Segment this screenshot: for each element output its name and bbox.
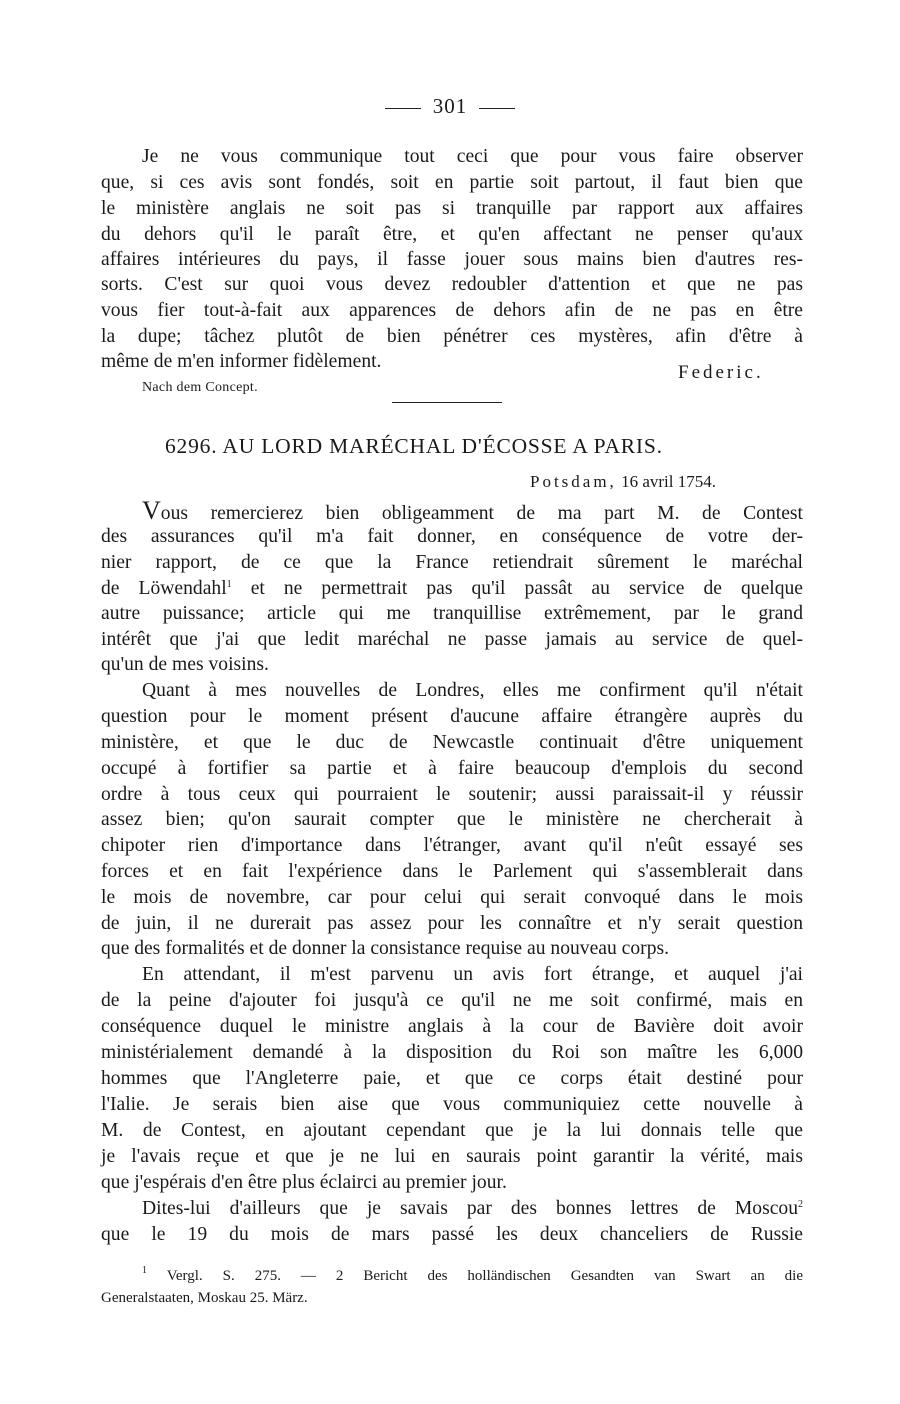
text-line: intérêt que j'ai que ledit maréchal ne passe jamais au service de quel- bbox=[101, 629, 803, 650]
source-note: Nach dem Concept. bbox=[142, 380, 258, 395]
text-line: que, si ces avis sont fondés, soit en partie soit partout, il faut bien que bbox=[101, 172, 803, 193]
text-line: assez bien; qu'on saurait compter que le ministère ne chercherait à bbox=[101, 809, 803, 830]
text-line: je l'avais reçue et que je ne lui en saurais point garantir la vérité, mais bbox=[101, 1146, 803, 1167]
text-line: En attendant, il m'est parvenu un avis fort étrange, et auquel j'ai bbox=[142, 964, 803, 985]
section-rule bbox=[392, 402, 502, 403]
text-line: ministère, et que le duc de Newcastle continuait d'être uniquement bbox=[101, 732, 803, 753]
text-line: ordre à tous ceux qui pourraient le soutenir; aussi paraissait-il y réussir bbox=[101, 784, 803, 805]
text-line: que j'espérais d'en être plus éclairci au premier jour. bbox=[101, 1172, 507, 1193]
footnote-line bbox=[142, 1266, 803, 1286]
footnote-marker-2: 2 bbox=[798, 1199, 803, 1210]
text-line: hommes que l'Angleterre paie, et que ce corps était destiné pour bbox=[101, 1068, 803, 1089]
running-head bbox=[0, 94, 900, 119]
header-dash-left bbox=[385, 108, 421, 109]
footnote-number-1: 1 bbox=[142, 1265, 147, 1276]
text-line: qu'un de mes voisins. bbox=[101, 654, 269, 675]
text-span: Dites-lui d'ailleurs que je savais par des bonnes lettres de Moscou bbox=[142, 1198, 798, 1219]
text-line: que des formalités et de donner la consistance requise au nouveau corps. bbox=[101, 938, 670, 959]
text-line-with-footnote bbox=[101, 576, 803, 602]
text-line: du dehors qu'il le paraît être, et qu'en affectant ne penser qu'aux bbox=[101, 224, 803, 245]
page-number: 301 bbox=[432, 94, 468, 118]
dateline bbox=[530, 472, 716, 492]
footnote-line: Generalstaaten, Moskau 25. März. bbox=[101, 1290, 308, 1306]
text-line-first bbox=[142, 498, 803, 524]
text-line: le mois de novembre, car pour celui qui serait convoqué dans le mois bbox=[101, 887, 803, 908]
text-line: la dupe; tâchez plutôt de bien pénétrer ces mystères, afin d'être à bbox=[101, 326, 803, 347]
initial-letter: V bbox=[142, 496, 161, 525]
signature: Federic. bbox=[678, 362, 764, 383]
text-line: Quant à mes nouvelles de Londres, elles me confirment qu'il n'était bbox=[142, 680, 803, 701]
footnote-text: Vergl. S. 275. — 2 Bericht des holländischen Gesandten van Swart an die bbox=[166, 1268, 804, 1284]
letter-title: 6296. AU LORD MARÉCHAL D'ÉCOSSE A PARIS. bbox=[165, 434, 663, 458]
text-line: de la peine d'ajouter foi jusqu'à ce qu'il ne me soit confirmé, mais en bbox=[101, 990, 803, 1011]
text-line: même de m'en informer fidèlement. bbox=[101, 351, 382, 372]
text-line: affaires intérieures du pays, il fasse jouer sous mains bien d'autres res- bbox=[101, 249, 803, 270]
text-line: vous fier tout-à-fait aux apparences de dehors afin de ne pas en être bbox=[101, 300, 803, 321]
text-line: que le 19 du mois de mars passé les deux chanceliers de Russie bbox=[101, 1224, 803, 1245]
text-line: M. de Contest, en ajoutant cependant que je la lui donnais telle que bbox=[101, 1120, 803, 1141]
dateline-date: 16 avril 1754. bbox=[621, 472, 716, 491]
text-line: de juin, il ne durerait pas assez pour les connaître et n'y serait question bbox=[101, 913, 803, 934]
dateline-place: Potsdam, bbox=[530, 472, 617, 491]
text-span: et ne permettrait pas qu'il passât au service de quelque bbox=[231, 578, 803, 599]
text-line: occupé à fortifier sa partie et à faire beaucoup d'emplois du second bbox=[101, 758, 803, 779]
text-line: sorts. C'est sur quoi vous devez redoubler d'attention et que ne pas bbox=[101, 274, 803, 295]
text-line: des assurances qu'il m'a fait donner, en conséquence de votre der- bbox=[101, 526, 803, 547]
text-line: ministérialement demandé à la disposition du Roi son maître les 6,000 bbox=[101, 1042, 803, 1063]
footnote-marker-1: 1 bbox=[226, 579, 232, 590]
header-dash-right bbox=[479, 108, 515, 109]
text-line: forces et en fait l'expérience dans le Parlement qui s'assemblerait dans bbox=[101, 861, 803, 882]
text-line: question pour le moment présent d'aucune affaire étrangère auprès du bbox=[101, 706, 803, 727]
text-line: nier rapport, de ce que la France retiendrait sûrement le maréchal bbox=[101, 552, 803, 573]
text-line: Je ne vous communique tout ceci que pour vous faire observer bbox=[142, 146, 803, 167]
text-line: autre puissance; article qui me tranquillise extrêmement, par le grand bbox=[101, 603, 803, 624]
text-span: de Löwendahl bbox=[101, 578, 227, 599]
text-line: l'Ialie. Je serais bien aise que vous communiquiez cette nouvelle à bbox=[101, 1094, 803, 1115]
text-span: ous remercierez bien obligeamment de ma part M. de Contest bbox=[160, 503, 803, 524]
text-line: chipoter rien d'importance dans l'étranger, avant qu'il n'eût essayé ses bbox=[101, 835, 803, 856]
text-line-with-footnote bbox=[142, 1196, 803, 1222]
text-line: le ministère anglais ne soit pas si tranquille par rapport aux affaires bbox=[101, 198, 803, 219]
text-line: conséquence duquel le ministre anglais à la cour de Bavière doit avoir bbox=[101, 1016, 803, 1037]
